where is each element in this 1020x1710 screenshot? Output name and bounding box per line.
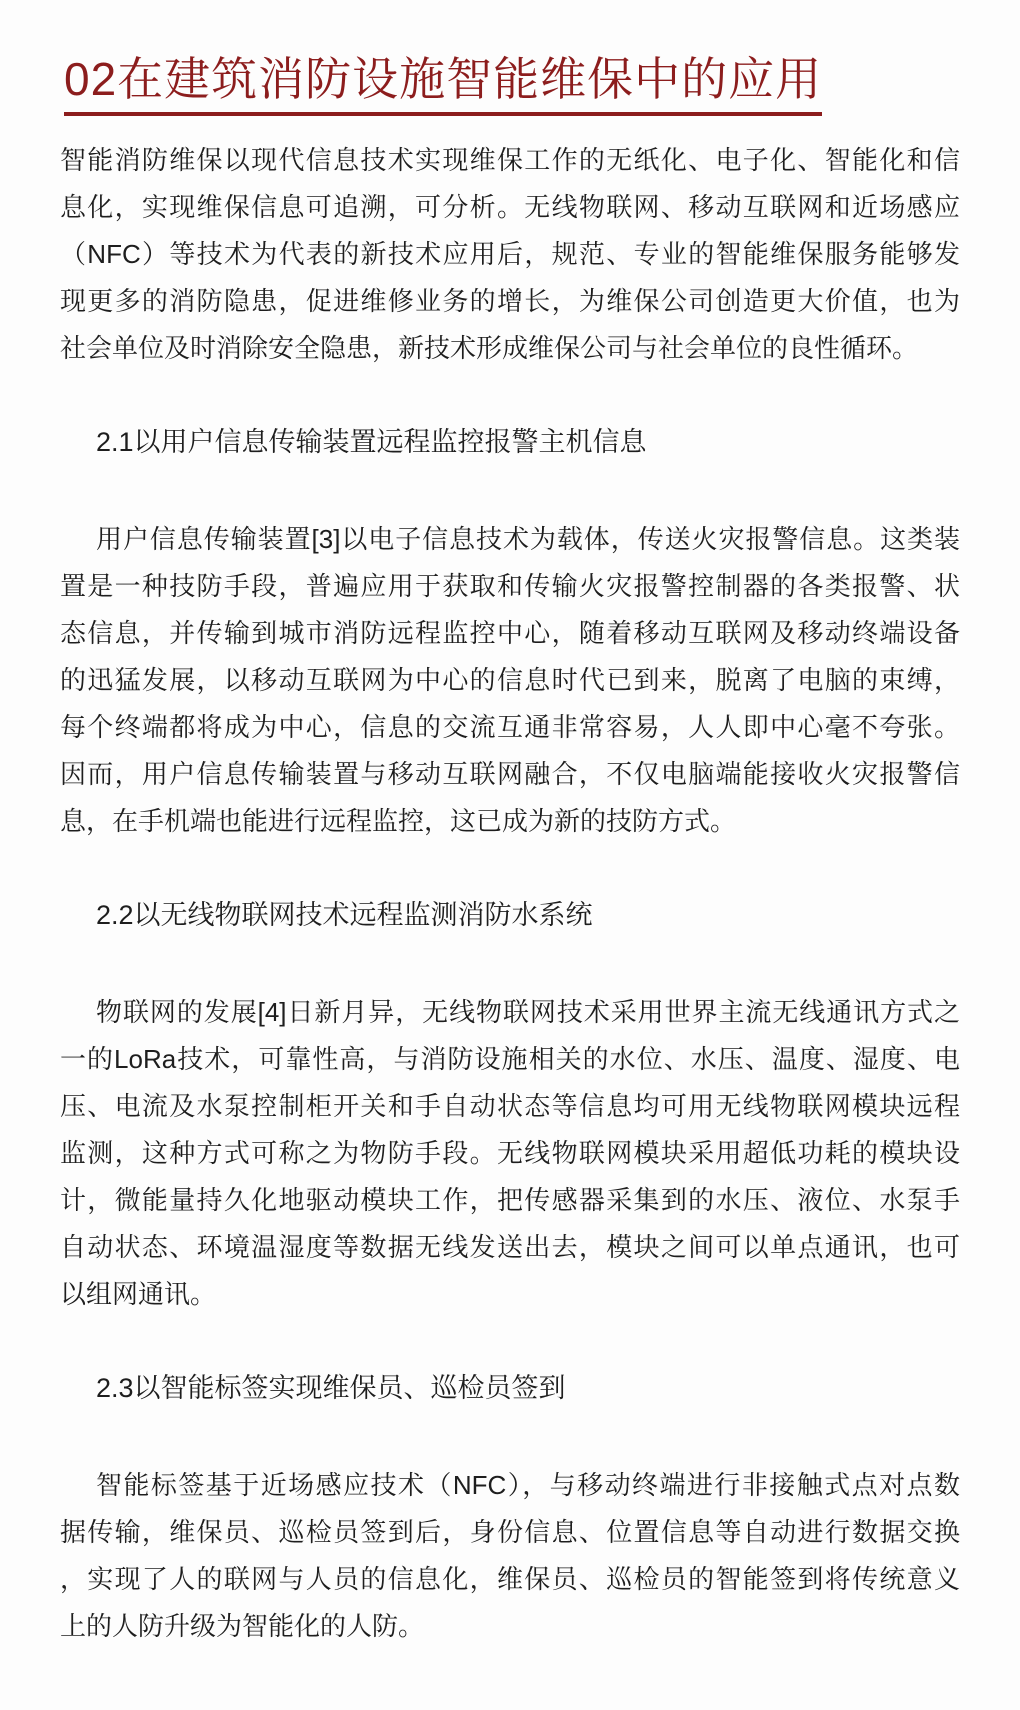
paragraph-line: 的迅猛发展，以移动互联网为中心的信息时代已到来，脱离了电脑的束缚， — [60, 665, 960, 696]
paragraph-line: 用户信息传输装置[3]以电子信息技术为载体，传送火灾报警信息。这类装 — [96, 524, 960, 555]
paragraph-line: 上的人防升级为智能化的人防。 — [60, 1611, 425, 1642]
document-body — [60, 137, 960, 1650]
section-heading: 2.1以用户信息传输装置远程监控报警主机信息 — [96, 427, 647, 458]
section-heading: 2.3以智能标签实现维保员、巡检员签到 — [96, 1373, 566, 1404]
page-title — [64, 52, 960, 107]
paragraph-line: 现更多的消防隐患，促进维修业务的增长，为维保公司创造更大价值，也为 — [60, 286, 960, 317]
paragraph-line: 一的LoRa技术，可靠性高，与消防设施相关的水位、水压、温度、湿度、电 — [60, 1044, 960, 1075]
paragraph-line: 息化，实现维保信息可追溯，可分析。无线物联网、移动互联网和近场感应 — [60, 192, 960, 223]
paragraph-line: 态信息，并传输到城市消防远程监控中心，随着移动互联网及移动终端设备 — [60, 618, 960, 649]
paragraph-line: 压、电流及水泵控制柜开关和手自动状态等信息均可用无线物联网模块远程 — [60, 1091, 960, 1122]
paragraph-line: 物联网的发展[4]日新月异，无线物联网技术采用世界主流无线通讯方式之 — [96, 997, 960, 1028]
paragraph-line: 息，在手机端也能进行远程监控，这已成为新的技防方式。 — [60, 806, 737, 837]
section-heading: 2.2以无线物联网技术远程监测消防水系统 — [96, 900, 593, 931]
paragraph-line: 以组网通讯。 — [60, 1279, 217, 1310]
paragraph-line: 智能标签基于近场感应技术（NFC），与移动终端进行非接触式点对点数 — [96, 1470, 960, 1501]
paragraph-line: （NFC）等技术为代表的新技术应用后，规范、专业的智能维保服务能够发 — [60, 239, 960, 270]
paragraph — [60, 137, 960, 372]
paragraph-line: 据传输，维保员、巡检员签到后，身份信息、位置信息等自动进行数据交换 — [60, 1517, 960, 1548]
paragraph-line: 监测，这种方式可称之为物防手段。无线物联网模块采用超低功耗的模块设 — [60, 1138, 960, 1169]
paragraph-line: 计，微能量持久化地驱动模块工作，把传感器采集到的水压、液位、水泵手 — [60, 1185, 960, 1216]
paragraph-line: 置是一种技防手段，普遍应用于获取和传输火灾报警控制器的各类报警、状 — [60, 571, 960, 602]
paragraph — [60, 989, 960, 1318]
paragraph-line: 每个终端都将成为中心，信息的交流互通非常容易，人人即中心毫不夸张。 — [60, 712, 960, 743]
paragraph — [60, 1462, 960, 1650]
paragraph-line: 因而，用户信息传输装置与移动互联网融合，不仅电脑端能接收火灾报警信 — [60, 759, 960, 790]
paragraph — [60, 516, 960, 845]
paragraph-line: ，实现了人的联网与人员的信息化，维保员、巡检员的智能签到将传统意义 — [60, 1564, 960, 1595]
paragraph-line: 智能消防维保以现代信息技术实现维保工作的无纸化、电子化、智能化和信 — [60, 145, 960, 176]
paragraph-line: 自动状态、环境温湿度等数据无线发送出去，模块之间可以单点通讯，也可 — [60, 1232, 960, 1263]
paragraph-line: 社会单位及时消除安全隐患，新技术形成维保公司与社会单位的良性循环。 — [60, 333, 919, 364]
page-title-text: 02在建筑消防设施智能维保中的应用 — [64, 53, 822, 116]
